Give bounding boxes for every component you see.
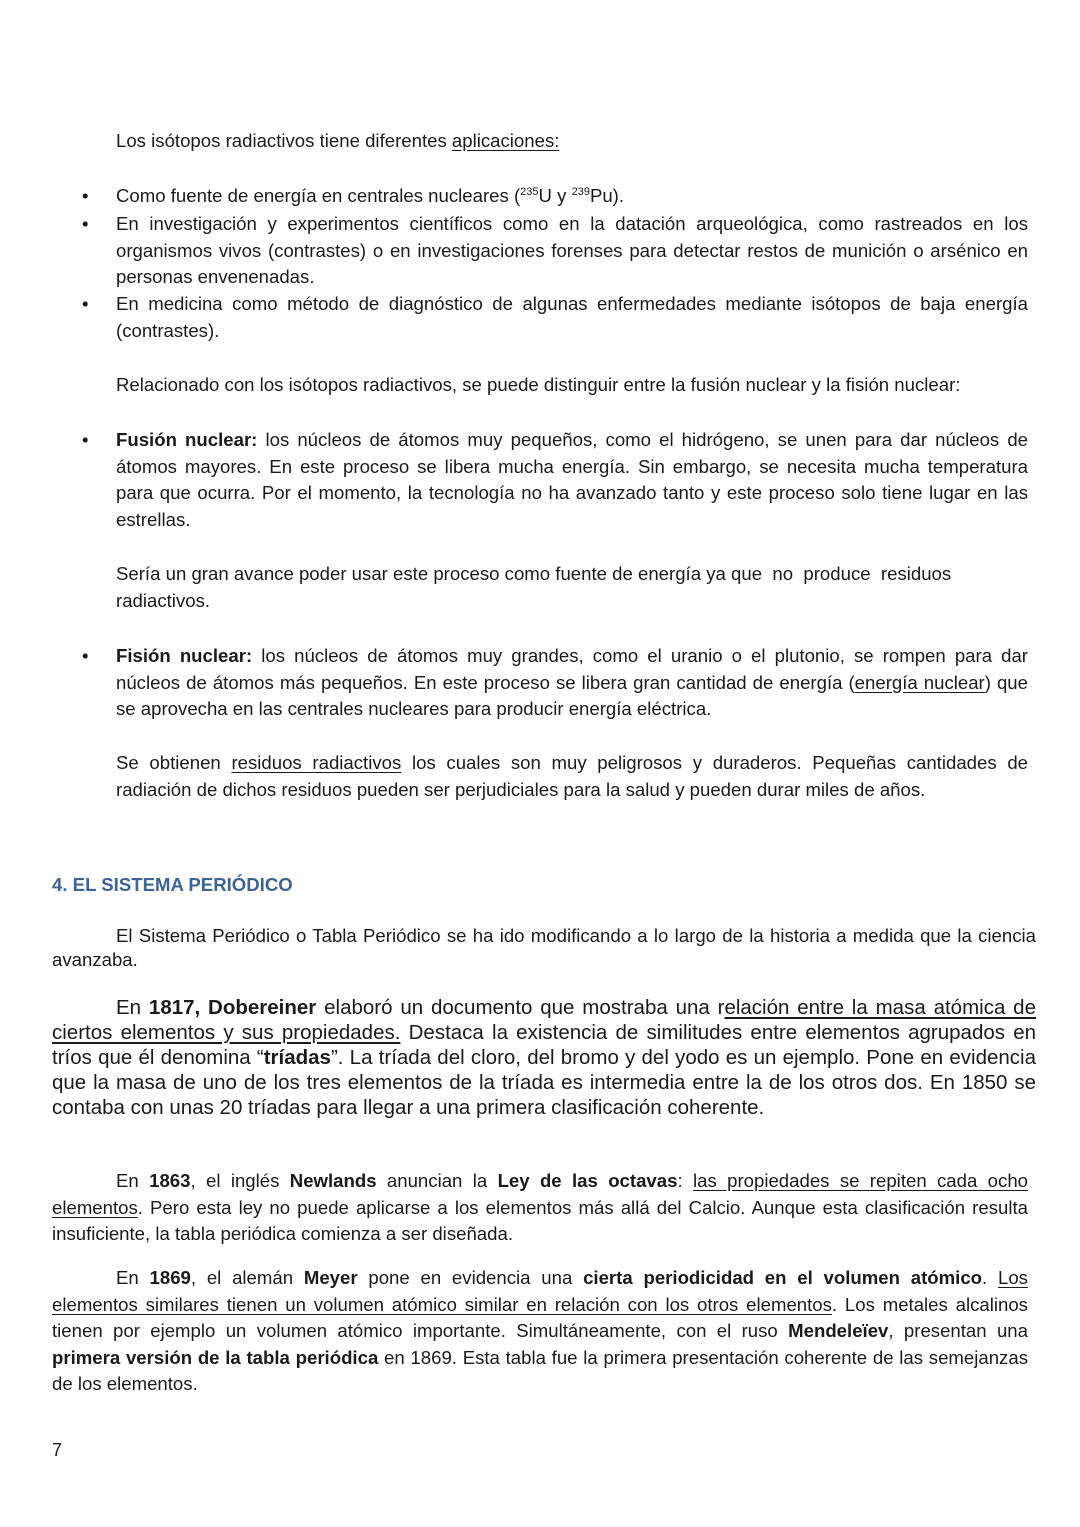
- fision-paragraph: Fisión nuclear: los núcleos de átomos muy grandes, como el uranio o el plutonio, se rompen para dar núcleos de átomos más pequeños. En este proceso se libera gran cantidad de energía (energía nuclear) que se aprovecha en las centrales nucleares para producir energía eléctrica.: [116, 645, 1028, 719]
- bullet-icon: •: [82, 429, 89, 450]
- application-item: En medicina como método de diagnóstico de algunas enfermedades mediante isótopos de baja energía (contrastes).: [116, 293, 1028, 341]
- energia-nuclear-link: energía nuclear: [854, 671, 985, 693]
- fusion-paragraph: Fusión nuclear: los núcleos de átomos muy pequeños, como el hidrógeno, se unen para dar núcleos de átomos mayores. En este proceso se libera mucha energía. Sin embargo, se necesita mucha temperatura para que ocurra. Por el momento, la tecnología no ha avanzado tanto y este proceso solo tiene lugar en las estrellas.: [116, 429, 1029, 530]
- residuos-link: residuos radiactivos: [231, 752, 402, 773]
- bullet-icon: •: [82, 185, 89, 206]
- applications-intro: Los isótopos radiactivos tiene diferentes aplicaciones:: [116, 130, 560, 151]
- bullet-icon: •: [82, 645, 89, 666]
- fision-note: Se obtienen residuos radiactivos los cuales son muy peligrosos y duraderos. Pequeñas cantidades de radiación de dichos residuos pueden ser perjudiciales para la salud y pueden durar miles de años.: [116, 752, 1029, 800]
- section-intro: El Sistema Periódico o Tabla Periódico se ha ido modificando a lo largo de la historia a medida que la ciencia avanzaba.: [52, 925, 1036, 970]
- newlands-paragraph: En 1863, el inglés Newlands anuncian la Ley de las octavas: las propiedades se repiten cada ocho elementos. Pero esta ley no puede aplicarse a los elementos más allá del Calcio. Aunque esta clasificación resulta insuficiente, la tabla periódica comienza a ser diseñada.: [52, 1170, 1029, 1244]
- fusion-note: Sería un gran avance poder usar este proceso como fuente de energía ya que no produce residuos radiactivos.: [116, 563, 957, 611]
- section-title: 4. EL SISTEMA PERIÓDICO: [52, 874, 293, 895]
- fision-label: Fisión nuclear:: [116, 645, 253, 666]
- fusion-label: Fusión nuclear:: [116, 429, 258, 450]
- dobereiner-paragraph: En 1817, Dobereiner elaboró un documento que mostraba una relación entre la masa atómica de ciertos elementos y sus propiedades. Destaca la existencia de similitudes entre elementos agrupados en tríos que él denomina “tríadas”. La tríada del cloro, del bromo y del yodo es un ejemplo. Pone en evidencia que la masa de uno de los tres elementos de la tríada es intermedia entre la de los otros dos. En 1850 se contaba con unas 20 tríadas para llegar a una primera clasificación coherente.: [52, 996, 1036, 1119]
- application-item: En investigación y experimentos científicos como en la datación arqueológica, como rastreados en los organismos vivos (contrastes) o en investigaciones forenses para detectar restos de munición o arsénico en personas envenenadas.: [116, 213, 1028, 287]
- meyer-paragraph: En 1869, el alemán Meyer pone en evidencia una cierta periodicidad en el volumen atómico. Los elementos similares tienen un volumen atómico similar en relación con los otros elementos. Los metales alcalinos tienen por ejemplo un volumen atómico importante. Simultáneamente, con el ruso Mendeleïev, presentan una primera versión de la tabla periódica en 1869. Esta tabla fue la primera presentación coherente de las semejanzas de los elementos.: [52, 1267, 1028, 1394]
- application-item: Como fuente de energía en centrales nucleares ($^{235}$U y $^{239}$Pu).: [116, 185, 625, 206]
- fusion-fision-intro: Relacionado con los isótopos radiactivos, se puede distinguir entre la fusión nuclear y la fisión nuclear:: [116, 374, 961, 395]
- page-number: 7: [52, 1440, 63, 1460]
- bullet-icon: •: [82, 213, 89, 234]
- applications-link: aplicaciones:: [451, 130, 560, 151]
- bullet-icon: •: [82, 293, 89, 314]
